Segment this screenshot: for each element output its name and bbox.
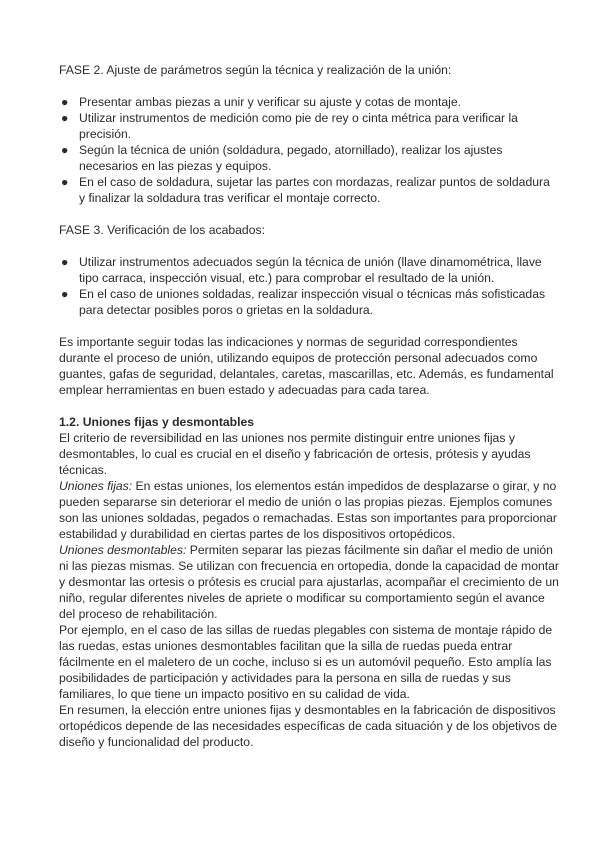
- removable-joints-paragraph: [59, 542, 559, 622]
- list-item: [59, 142, 559, 174]
- phase2-title: FASE 2. Ajuste de parámetros según la técnica y realización de la unión:: [59, 63, 452, 77]
- list-item-text: Utilizar instrumentos de medición como pie de rey o cinta métrica para verificar la precisión.: [79, 111, 518, 141]
- fixed-joints-paragraph: [59, 478, 559, 542]
- list-item: [59, 254, 559, 286]
- list-item-text: En el caso de soldadura, sujetar las partes con mordazas, realizar puntos de soldadura y finalizar la soldadura tras verificar el montaje correcto.: [79, 175, 550, 205]
- phase2-list: [59, 94, 559, 206]
- document-page: [59, 62, 559, 750]
- removable-joints-term: Uniones desmontables:: [59, 543, 187, 557]
- bullet-icon: ●: [61, 143, 69, 157]
- bullet-icon: ●: [61, 255, 69, 269]
- list-item: [59, 174, 559, 206]
- fixed-joints-term: Uniones fijas:: [59, 479, 133, 493]
- list-item: [59, 286, 559, 318]
- list-item-text: Según la técnica de unión (soldadura, pegado, atornillado), realizar los ajustes necesarios en las piezas y equipos.: [79, 143, 503, 173]
- safety-paragraph: Es importante seguir todas las indicaciones y normas de seguridad correspondientes durante el proceso de unión, utilizando equipos de protección personal adecuados como guantes, gafas de seguridad, delantales, caretas, mascarillas, etc. Además, es fundamental emplear herramientas en buen estado y adecuadas para cada tarea.: [59, 335, 554, 397]
- list-item-text: Presentar ambas piezas a unir y verificar su ajuste y cotas de montaje.: [79, 95, 462, 109]
- section-heading: 1.2. Uniones fijas y desmontables: [59, 415, 255, 429]
- removable-joints-text: Permiten separar las piezas fácilmente sin dañar el medio de unión ni las piezas mismas. Se utilizan con frecuencia en ortopedia, donde la capacidad de montar y desmontar las ortesis o prótesis es crucial para ajustarlas, acompañar el crecimiento de un niño, regular diferentes niveles de apriete o modificar su comportamiento según el avance del proceso de rehabilitación.: [59, 543, 559, 621]
- bullet-icon: ●: [61, 95, 69, 109]
- fixed-joints-text: En estas uniones, los elementos están impedidos de desplazarse o girar, y no pueden separarse sin deteriorar el medio de unión o las propias piezas. Ejemplos comunes son las uniones soldadas, pegados o remachadas. Estas son importantes para proporcionar estabilidad y durabilidad en ciertas partes de los dispositivos ortopédicos.: [59, 479, 557, 541]
- list-item-text: Utilizar instrumentos adecuados según la técnica de unión (llave dinamométrica, llave tipo carraca, inspección visual, etc.) para comprobar el resultado de la unión.: [79, 255, 542, 285]
- list-item: [59, 110, 559, 142]
- example-paragraph: Por ejemplo, en el caso de las sillas de ruedas plegables con sistema de montaje rápido de las ruedas, estas uniones desmontables facilitan que la silla de ruedas pueda entrar fácilmente en el maletero de un coche, incluso si es un automóvil pequeño. Esto amplía las posibilidades de participación y actividades para la persona en silla de ruedas y sus familiares, lo que tiene un impacto positivo en su calidad de vida.: [59, 623, 553, 701]
- phase3-title: FASE 3. Verificación de los acabados:: [59, 223, 265, 237]
- bullet-icon: ●: [61, 111, 69, 125]
- summary-paragraph: En resumen, la elección entre uniones fijas y desmontables en la fabricación de dispositivos ortopédicos depende de las necesidades específicas de cada situación y de los objetivos de diseño y funcionalidad del producto.: [59, 703, 557, 749]
- list-item-text: En el caso de uniones soldadas, realizar inspección visual o técnicas más sofisticadas para detectar posibles poros o grietas en la soldadura.: [79, 287, 546, 317]
- list-item: [59, 94, 559, 110]
- bullet-icon: ●: [61, 175, 69, 189]
- phase3-list: [59, 254, 559, 318]
- bullet-icon: ●: [61, 287, 69, 301]
- section-intro: El criterio de reversibilidad en las uniones nos permite distinguir entre uniones fijas y desmontables, lo cual es crucial en el diseño y fabricación de ortesis, prótesis y ayudas técnicas.: [59, 431, 531, 477]
